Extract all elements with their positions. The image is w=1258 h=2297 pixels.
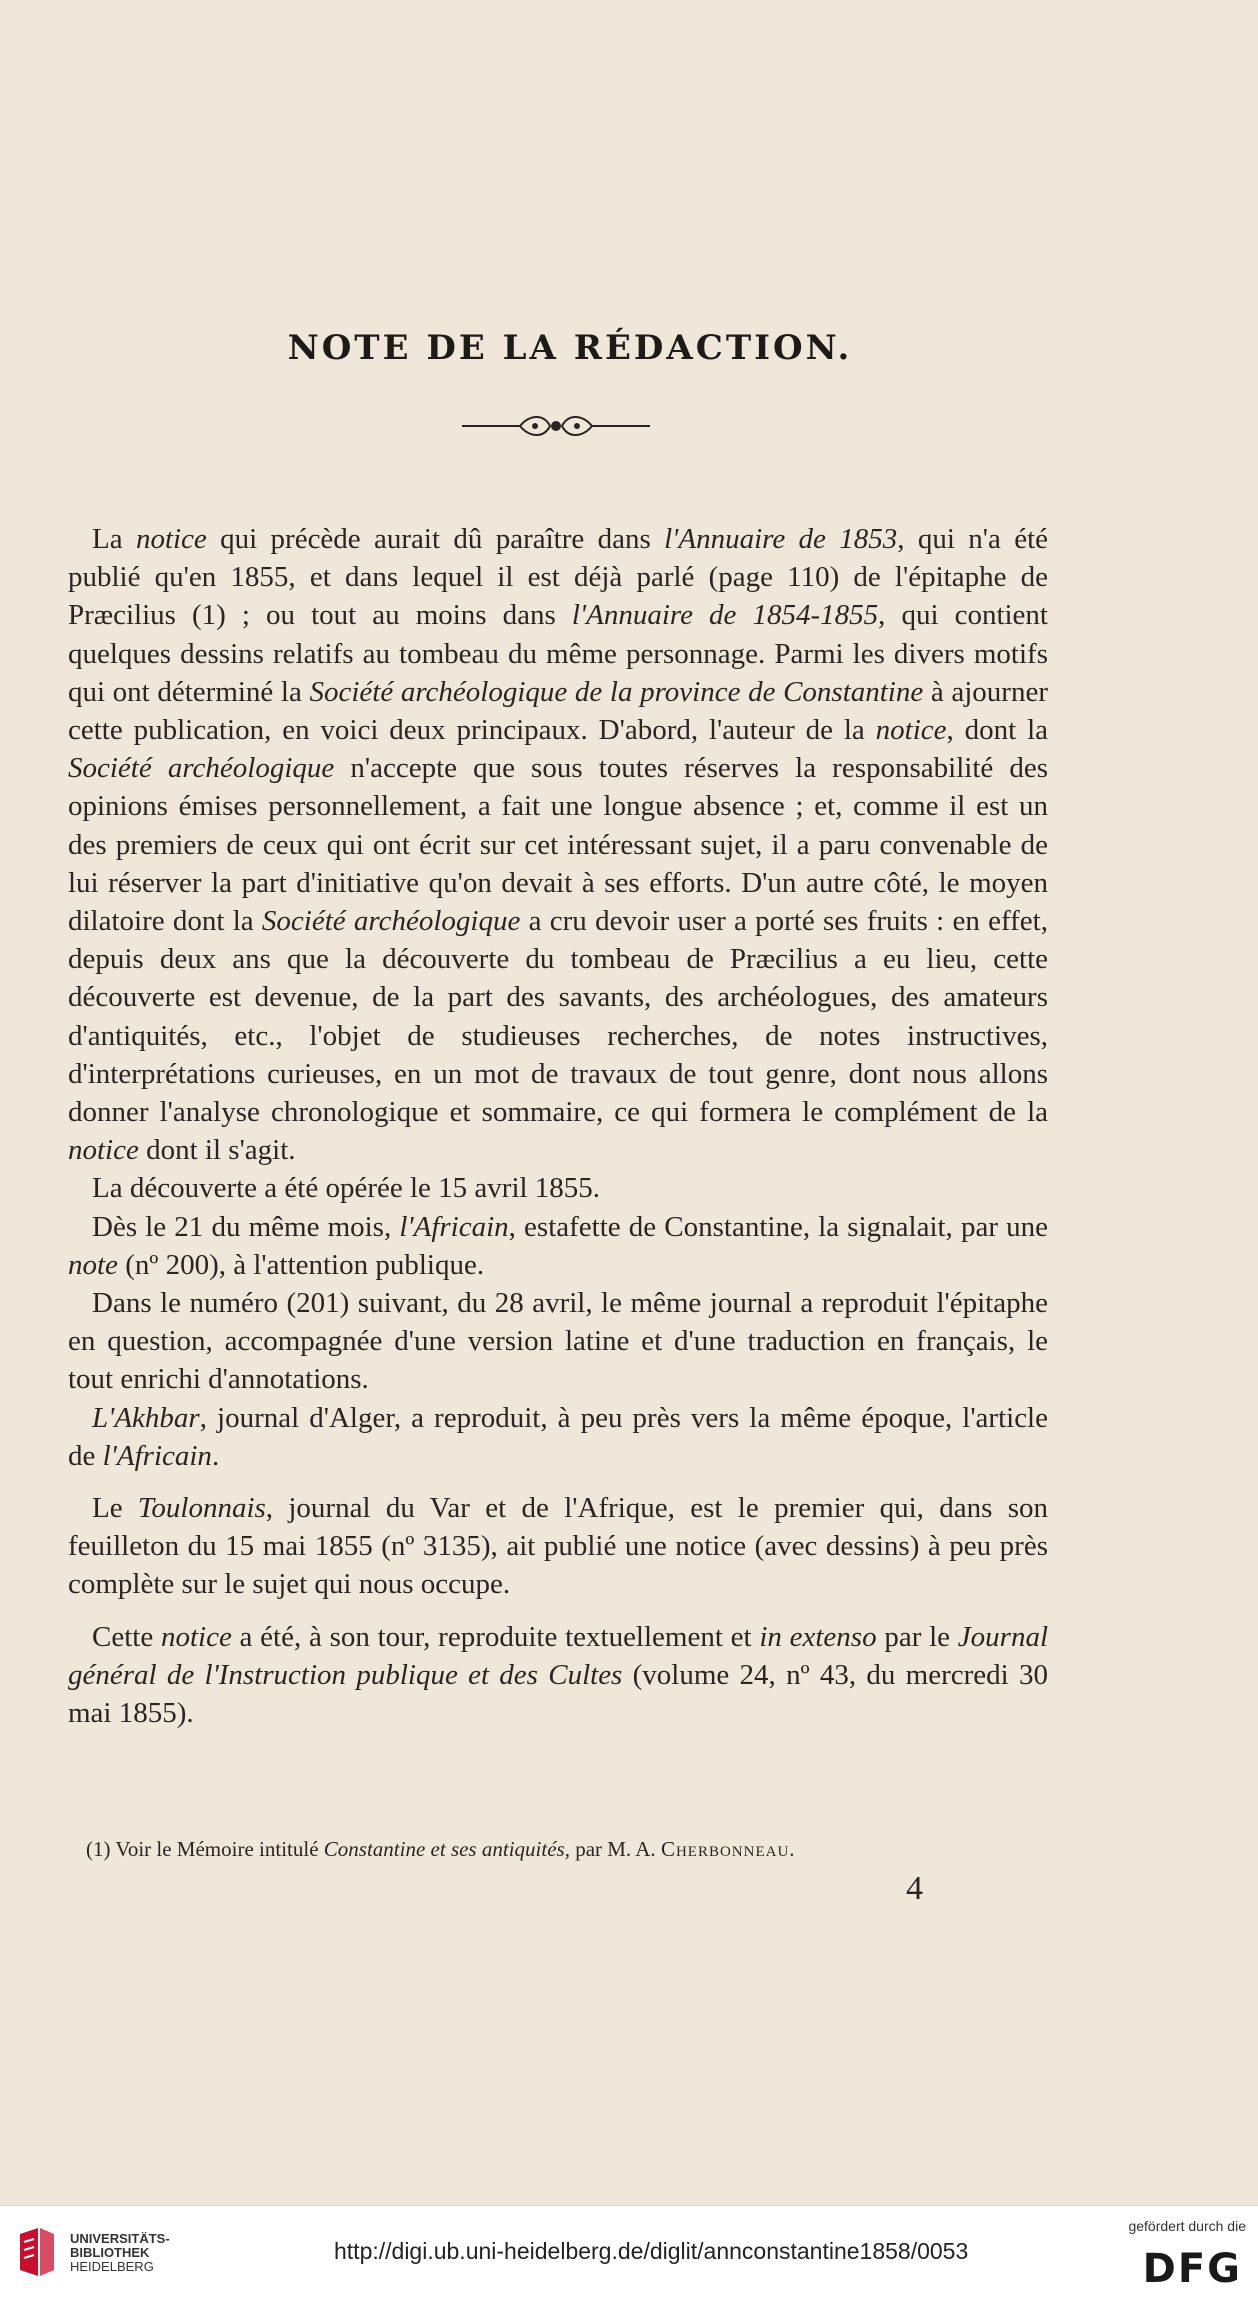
text-run: qui précède aurait dû paraître dans xyxy=(206,523,665,555)
italic-text: notice xyxy=(160,1620,232,1653)
text-run: , journal du Var et de l'Afrique, est le premier qui, dans son feuilleton du 15 mai 1855 (nº 3135), ait publié une notice (avec dessins) à peu près complète sur le sujet qui nous occupe. xyxy=(68,1492,1048,1601)
italic-text: Société archéologique xyxy=(68,752,335,785)
italic-text: notice xyxy=(68,1134,139,1167)
text-run: (volume 24, nº 43, du mercredi 30 mai 1855). xyxy=(68,1658,1048,1730)
text-run: Cette xyxy=(92,1620,161,1653)
italic-text: L'Akhbar xyxy=(92,1401,200,1434)
page-number: 4 xyxy=(906,1870,923,1907)
text-run: , estafette de Constantine, la signalait, par une xyxy=(508,1210,1048,1243)
italic-text: Toulonnais xyxy=(137,1492,266,1525)
paragraph xyxy=(68,1399,1048,1475)
text-run: dont il s'agit. xyxy=(138,1134,296,1167)
text-run: , journal d'Alger, a reproduit, à peu près vers la même époque, l'article de xyxy=(68,1401,1048,1472)
text-run: , qui contient quelques dessins relatifs au tombeau du même personnage. Parmi les divers motifs qui ont déterminé la xyxy=(68,599,1048,708)
text-run: , dont la xyxy=(946,714,1048,747)
italic-text: Société archéologique xyxy=(261,905,521,938)
library-line-1: UNIVERSITÄTS- xyxy=(70,2231,170,2246)
text-run: La xyxy=(92,523,136,555)
dfg-logo[interactable]: DFG xyxy=(1142,2246,1242,2292)
text-run: à ajourner cette publication, en voici deux principaux. D'abord, l'auteur de la xyxy=(68,675,1048,747)
italic-text: note xyxy=(68,1248,118,1281)
text-run: . xyxy=(211,1439,220,1472)
footnote-prefix: (1) Voir le Mémoire intitulé xyxy=(86,1837,324,1861)
italic-text: notice xyxy=(875,714,947,747)
viewer-footer xyxy=(0,2205,1258,2297)
paragraph xyxy=(68,520,1048,1169)
italic-text: l'Annuaire de 1853 xyxy=(664,523,898,555)
paragraph xyxy=(68,1208,1048,1284)
text-run: (nº 200), à l'attention publique. xyxy=(117,1248,485,1281)
italic-text: l'Africain xyxy=(399,1210,509,1243)
library-line-3: HEIDELBERG xyxy=(70,2259,154,2274)
italic-text: l'Annuaire de 1854-1855 xyxy=(571,599,879,632)
permalink-url[interactable]: http://digi.ub.uni-heidelberg.de/diglit/annconstantine1858/0053 xyxy=(334,2238,969,2264)
footnote-suffix: . xyxy=(789,1837,795,1861)
italic-text: Société archéologique de la province de Constantine xyxy=(309,675,924,708)
library-line-2: BIBLIOTHEK xyxy=(70,2245,150,2260)
library-name[interactable] xyxy=(70,2232,170,2274)
paragraph xyxy=(68,1284,1048,1399)
text-run: , qui n'a été publié qu'en 1855, et dans lequel il est déjà parlé (page 110) de l'épitaphe de Præcilius (1) ; ou tout au moins dans xyxy=(68,523,1049,632)
text-run: Dès le 21 du même mois, xyxy=(92,1210,400,1243)
text-run: n'accepte que sous toutes réserves la responsabilité des opinions émises personnellement, a fait une longue absence ; et, comme il est un des premiers de ceux qui ont écrit sur cet intéressant sujet, il a paru convenable de lui réserver la part d'initiative qu'on devait à ses efforts. D'un autre côté, le moyen dilatoire dont la xyxy=(68,752,1049,938)
body-text xyxy=(68,520,1048,1732)
text-run: La découverte a été opérée le 15 avril 1855. xyxy=(92,1172,601,1205)
text-run: a cru devoir user a porté ses fruits : en effet, depuis deux ans que la découverte du tombeau de Præcilius a eu lieu, cette découverte est devenue, de la part des savants, des archéologues, des amateurs d'antiquités, etc., l'objet de studieuses recherches, de notes instructives, d'interprétations curieuses, en un mot de travaux de tout genre, dont nous allons donner l'analyse chronologique et sommaire, ce qui formera le complément de la xyxy=(68,905,1048,1129)
text-run: par le xyxy=(876,1620,958,1653)
footnote-middle: , par M. A. xyxy=(564,1837,661,1861)
paragraph xyxy=(68,1489,1048,1604)
ornament-divider-icon xyxy=(458,410,654,442)
paragraph xyxy=(68,1618,1048,1733)
text-run: a été, à son tour, reproduite textuellement et xyxy=(231,1620,760,1653)
text-run: Le xyxy=(92,1492,138,1525)
italic-text: in extenso xyxy=(759,1620,877,1653)
footnote-author: Cherbonneau xyxy=(660,1837,790,1861)
university-library-logo-icon[interactable] xyxy=(14,2226,60,2278)
footnote-title: Constantine et ses antiquités xyxy=(323,1837,565,1861)
italic-text: notice xyxy=(135,523,207,555)
paragraph xyxy=(68,1169,1048,1207)
text-run: Dans le numéro (201) suivant, du 28 avril, le même journal a reproduit l'épitaphe en question, accompagnée d'une version latine et d'une traduction en français, le tout enrichi d'annotations. xyxy=(68,1287,1048,1396)
italic-text: Journal général de l'Instruction publique et des Cultes xyxy=(68,1620,1049,1691)
funding-caption: gefördert durch die xyxy=(1128,2218,1246,2234)
italic-text: l'Africain xyxy=(102,1439,212,1472)
footnote xyxy=(86,1835,1046,1863)
page-heading: NOTE DE LA RÉDACTION. xyxy=(287,328,853,368)
